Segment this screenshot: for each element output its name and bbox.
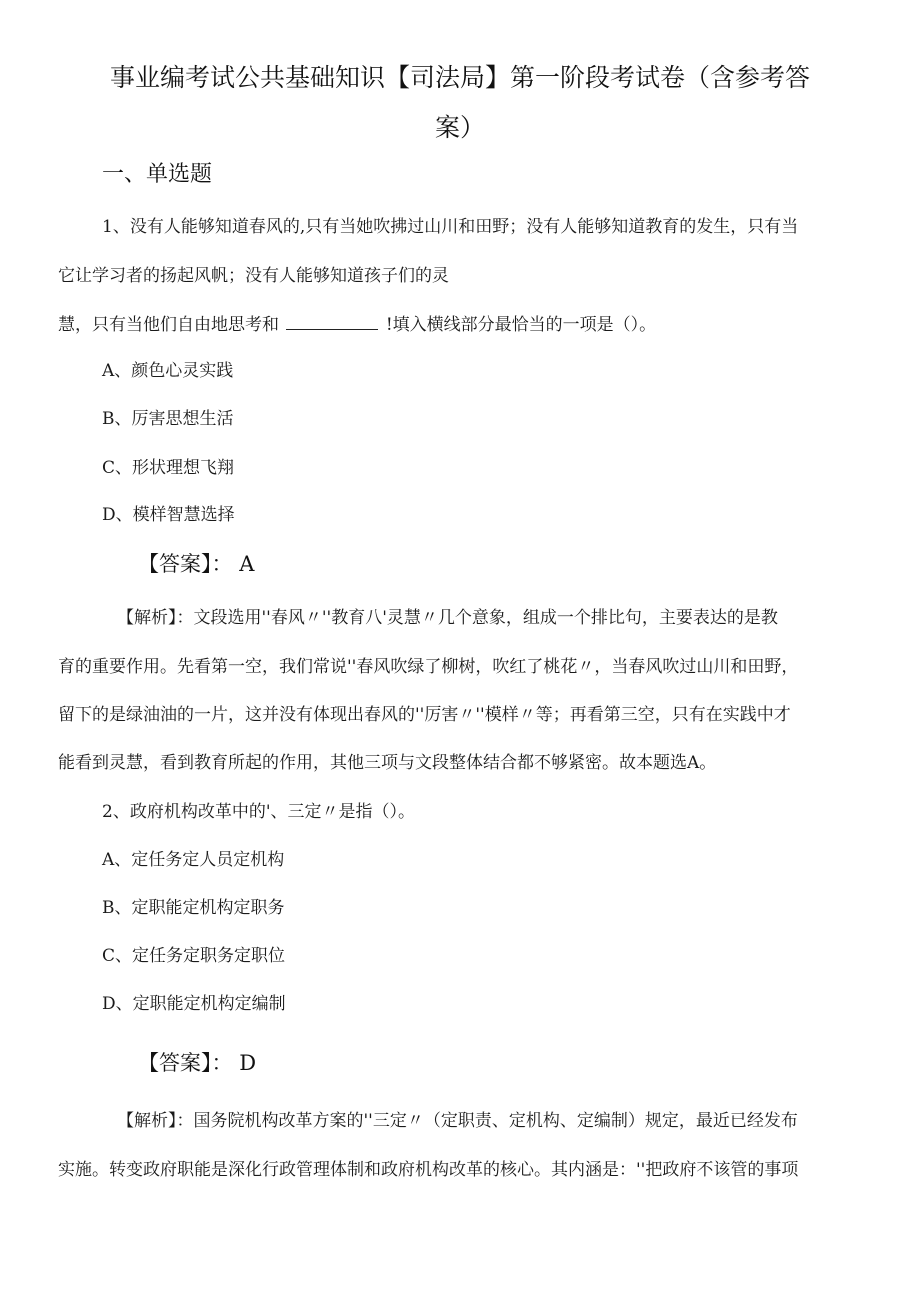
question-1-answer xyxy=(138,548,254,578)
question-2-text: 2、政府机构改革中的'、三定〃是指（）。 xyxy=(102,802,415,822)
question-1-option-a: A、颜色心灵实践 xyxy=(102,361,234,381)
question-1-analysis-line-3: 留下的是绿油油的一片，这并没有体现出春风的''厉害〃''模样〃等；再看第三空，只有在实践中才 xyxy=(58,705,791,725)
question-1-option-c: C、形状理想飞翔 xyxy=(102,458,235,478)
question-1-option-b: B、厉害思想生活 xyxy=(102,409,234,429)
fill-in-blank xyxy=(286,315,378,330)
section-heading: 一、单选题 xyxy=(102,162,213,187)
question-2-option-a: A、定任务定人员定机构 xyxy=(102,850,285,870)
question-1-analysis-line-4: 能看到灵慧，看到教育所起的作用，其他三项与文段整体结合都不够紧密。故本题选A。 xyxy=(58,753,717,773)
question-1-line-3-start: 慧，只有当他们自由地思考和 xyxy=(58,315,279,335)
answer-value: A xyxy=(239,552,255,576)
question-1-option-d: D、模样智慧选择 xyxy=(102,505,235,525)
question-1-analysis-line-2: 育的重要作用。先看第一空，我们常说''春风吹绿了柳树，吹红了桃花〃，当春风吹过山川和田野， xyxy=(58,657,799,677)
question-1-line-3-end: !填入横线部分最恰当的一项是（）。 xyxy=(385,315,657,335)
question-2-option-b: B、定职能定机构定职务 xyxy=(102,898,285,918)
question-2-analysis-line-2: 实施。转变政府职能是深化行政管理体制和政府机构改革的核心。其内涵是：''把政府不该管的事项 xyxy=(58,1160,799,1180)
question-2-option-d: D、定职能定机构定编制 xyxy=(102,994,286,1014)
answer-label: 【答案】： xyxy=(138,1051,233,1075)
answer-value: D xyxy=(239,1051,257,1075)
question-2-option-c: C、定任务定职务定职位 xyxy=(102,946,286,966)
question-2-analysis-line-1: 【解析】：国务院机构改革方案的''三定〃（定职责、定机构、定编制）规定，最近已经发布 xyxy=(117,1111,798,1131)
question-1-analysis-line-1: 【解析】：文段选用''春风〃''教育八'灵慧〃几个意象，组成一个排比句，主要表达的是教 xyxy=(117,608,778,628)
question-1-line-1: 1、没有人能够知道春风的,只有当她吹拂过山川和田野；没有人能够知道教育的发生，只有当 xyxy=(102,217,799,237)
document-title-line-2: 案） xyxy=(434,113,485,142)
question-1-line-3 xyxy=(58,310,656,335)
answer-label: 【答案】： xyxy=(138,552,233,576)
question-2-answer xyxy=(138,1047,256,1077)
document-title-line-1: 事业编考试公共基础知识【司法局】第一阶段考试卷（含参考答 xyxy=(109,63,810,92)
question-1-line-2: 它让学习者的扬起风帆；没有人能够知道孩子们的灵 xyxy=(58,266,449,286)
